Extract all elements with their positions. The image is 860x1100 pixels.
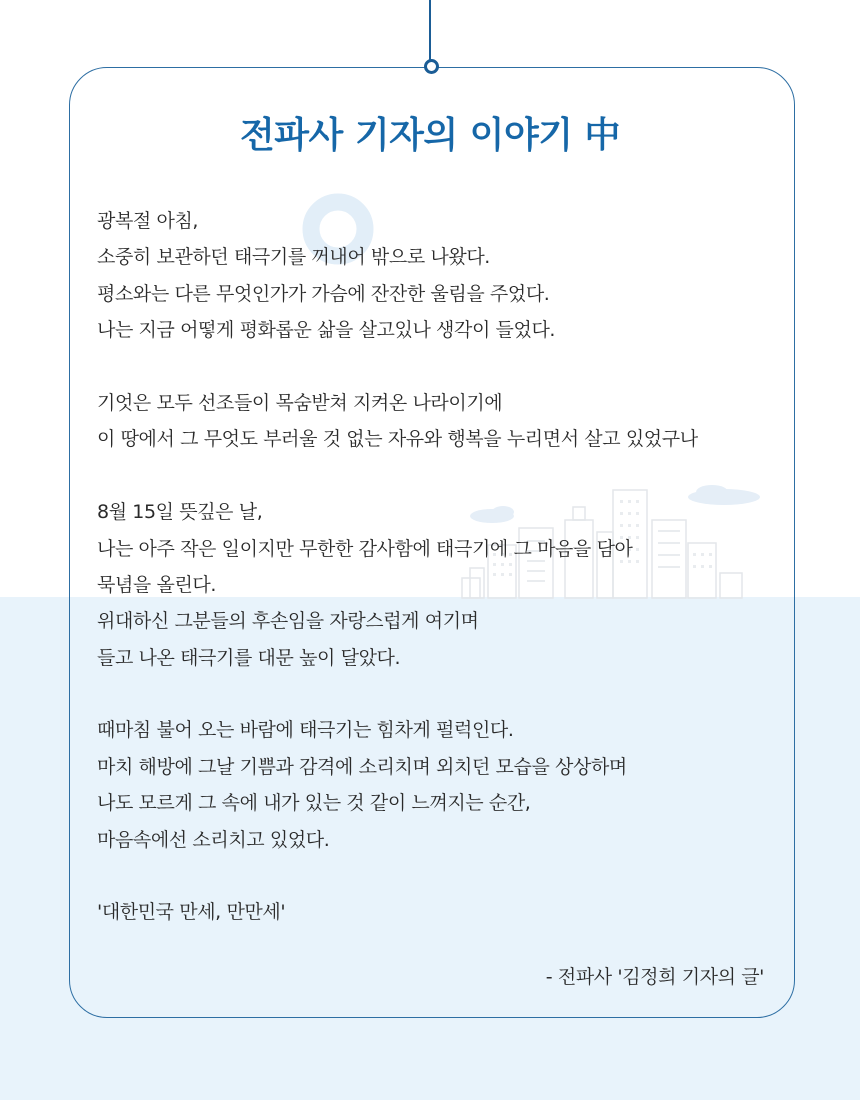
paragraph <box>97 203 787 349</box>
text-line: 위대하신 그분들의 후손임을 자랑스럽게 여기며 <box>97 610 479 633</box>
text-line: 나는 지금 어떻게 평화롭운 삶을 살고있나 생각이 들었다. <box>97 319 556 342</box>
text-line: 기엇은 모두 선조들이 목숨받쳐 지켜온 나라이기에 <box>97 391 503 414</box>
hanger-ring <box>424 59 439 74</box>
text-line: 나도 모르게 그 속에 내가 있는 것 같이 느껴지는 순간, <box>97 792 531 815</box>
paragraph <box>97 894 787 930</box>
text-line: 마치 해방에 그날 기쁨과 감격에 소리치며 외치던 모습을 상상하며 <box>97 755 627 778</box>
letter-body <box>97 203 787 931</box>
text-line: 나는 아주 작은 일이지만 무한한 감사함에 태극기에 그 마음을 담아 <box>97 537 633 560</box>
page-title: 전파사 기자의 이야기 中 <box>239 115 621 156</box>
paragraph <box>97 712 787 858</box>
text-line: '대한민국 만세, 만만세' <box>97 901 286 924</box>
paragraph-gap <box>97 458 787 494</box>
text-line: 광복절 아침, <box>97 210 199 232</box>
paragraph <box>97 494 787 676</box>
paragraph-gap <box>97 349 787 385</box>
text-line: 이 땅에서 그 무엇도 부러울 것 없는 자유와 행복을 누리면서 살고 있었구나 <box>97 428 698 451</box>
text-line: 때마침 불어 오는 바람에 태극기는 힘차게 펄럭인다. <box>97 719 514 742</box>
paragraph <box>97 385 787 458</box>
text-line: 소중히 보관하던 태극기를 꺼내어 밖으로 나왔다. <box>97 246 490 269</box>
text-line: 8월 15일 뜻깊은 날, <box>97 501 263 524</box>
text-line: 들고 나온 태극기를 대문 높이 달았다. <box>97 646 401 669</box>
paragraph-gap <box>97 858 787 894</box>
text-line: 평소와는 다른 무엇인가가 가슴에 잔잔한 울림을 주었다. <box>97 282 550 305</box>
signature: - 전파사 '김정희 기자의 글' <box>545 966 764 988</box>
text-line: 마음속에선 소리치고 있었다. <box>97 828 330 851</box>
text-line: 묵념을 올린다. <box>97 573 217 596</box>
paragraph-gap <box>97 676 787 712</box>
